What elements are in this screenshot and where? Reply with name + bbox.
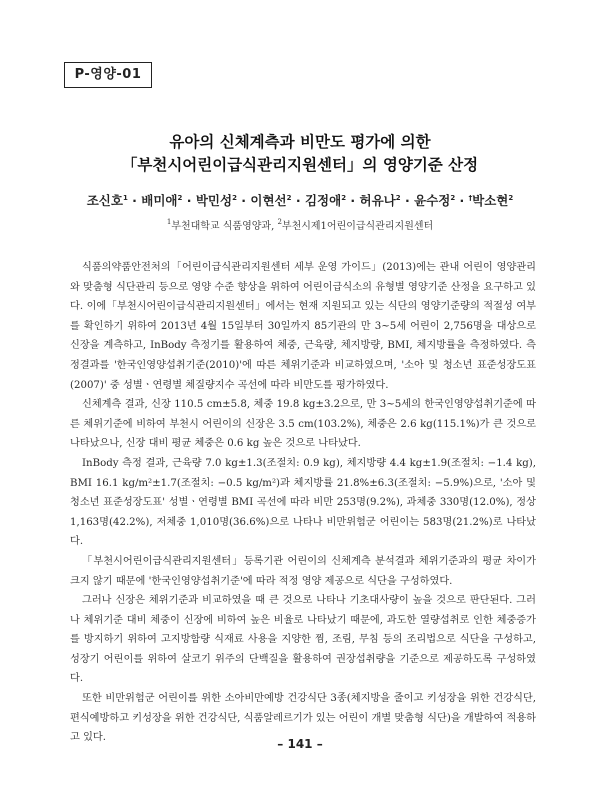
paragraph: 또한 비만위험군 어린이를 위한 소아비만예방 건강식단 3종(체지방을 줄이고 키성장을 위한 건강식단, 편식예방하고 키성장을 위한 건강식단, 식품알레르기가 있는 어린이 개별 맞춤형 식단)을 개발하여 적용하고 있다. — [70, 693, 536, 744]
abstract-body — [70, 258, 536, 748]
affiliations — [0, 217, 600, 232]
author: 이현선$^2$ — [250, 193, 292, 208]
corresponding-author: †박소현$^2$ — [468, 193, 514, 208]
author: 배미애$^2$ — [141, 193, 183, 208]
author: 조신호$^1$ — [86, 193, 128, 208]
session-code: P-영양-01 — [64, 62, 152, 88]
author: 허유나$^2$ — [359, 193, 401, 208]
author-list: 조신호$^1$ · 배미애$^2$ · 박민성$^2$ · 이현선$^2$ · 김정애$^2$ · 허유나$^2$ · 윤수정$^2$ · †박소현$^2$ — [86, 193, 514, 208]
author: 김정애$^2$ — [304, 193, 347, 208]
author: 박민성$^2$ — [195, 193, 237, 208]
author: 윤수정$^2$ — [414, 193, 456, 208]
page-number: – 141 – — [277, 737, 323, 751]
paper-title-line-1: 유아의 신체계측과 비만도 평가에 의한 — [169, 133, 431, 151]
paragraph: InBody 측정 결과, 근육량 7.0 kg±1.3(조절치: 0.9 kg), 체지방량 4.4 kg±1.9(조절치: −1.4 kg), BMI 16.1 kg/m²±1.7(조절치: −0.5 kg/m²)과 체지방률 21.8%±6.3(조절치: −5.9%)으로, '소아 및 청소년 표준성장도표' 성별ㆍ연령별 BMI 곡선에 따라 비만 253명(9.2%), 과체중 330명(12.0%), 정상 1,163명(42.2%), 저체중 1,010명(36.6%)으로 나타나 비만위험군 어린이는 583명(21.2%)로 나타났다. — [70, 457, 536, 548]
paper-title-line-2: 「부천시어린이급식관리지원센터」의 영양기준 산정 — [121, 156, 479, 174]
affiliation: $^1$부천대학교 식품영양과, — [166, 218, 278, 232]
affiliation: $^2$부천시제1어린이급식관리지원센터 — [277, 218, 434, 232]
paragraph: 식품의약품안전처의「어린이급식관리지원센터 세부 운영 가이드」(2013)에는 관내 어린이 영양관리와 맞춤형 식단관리 등으로 영양 수준 향상을 위하여 어린이급식소의 유형별 영양기준 산정을 요구하고 있다. 이에「부천시어린이급식관리지원센터」에서는 현재 지원되고 있는 식단의 영양기준량의 적절성 여부를 확인하기 위하여 2013년 4월 15일부터 30일까지 85기관의 만 3~5세 어린이 2,756명을 대상으로 신장을 계측하고, InBody 측정기를 활용하여 체중, 근육량, 체지방량, BMI, 체지방률을 측정하였다. 측정결과를 '한국인영양섭취기준(2010)'에 따른 체위기준과 비교하였으며, '소아 및 청소년 표준성장도표(2007)' 중 성별ㆍ연령별 체질량지수 곡선에 따라 비만도를 평가하였다. — [70, 262, 536, 391]
paragraph: 그러나 신장은 체위기준과 비교하였을 때 큰 것으로 나타나 기초대사량이 높을 것으로 판단된다. 그러나 체위기준 대비 체중이 신장에 비하여 높은 비율로 나타났기 때문에, 과도한 열량섭취로 인한 체중증가를 방지하기 위하여 고지방함량 식재료 사용을 지양한 찜, 조림, 무침 등의 조리법으로 식단을 구성하고, 성장기 어린이를 위하여 살코기 위주의 단백질을 활용하여 권장섭취량을 기준으로 제공하도록 구성하였다. — [70, 595, 536, 685]
paragraph: 신체계측 결과, 신장 110.5 cm±5.8, 체중 19.8 kg±3.2으로, 만 3~5세의 한국인영양섭취기준에 따른 체위기준에 비하여 부천시 어린이의 신장은 3.5 cm(103.2%), 체중은 2.6 kg(115.1%)가 큰 것으로 나타났으나, 신장 대비 평균 체중은 0.6 kg 높은 것으로 나타났다. — [70, 399, 536, 450]
paragraph: 「부천시어린이급식관리지원센터」등록기관 어린이의 신체계측 분석결과 체위기준과의 평균 차이가 크지 않기 때문에 '한국인영양섭취기준'에 따라 적정 영양 제공으로 식단을 구성하였다. — [70, 555, 536, 587]
